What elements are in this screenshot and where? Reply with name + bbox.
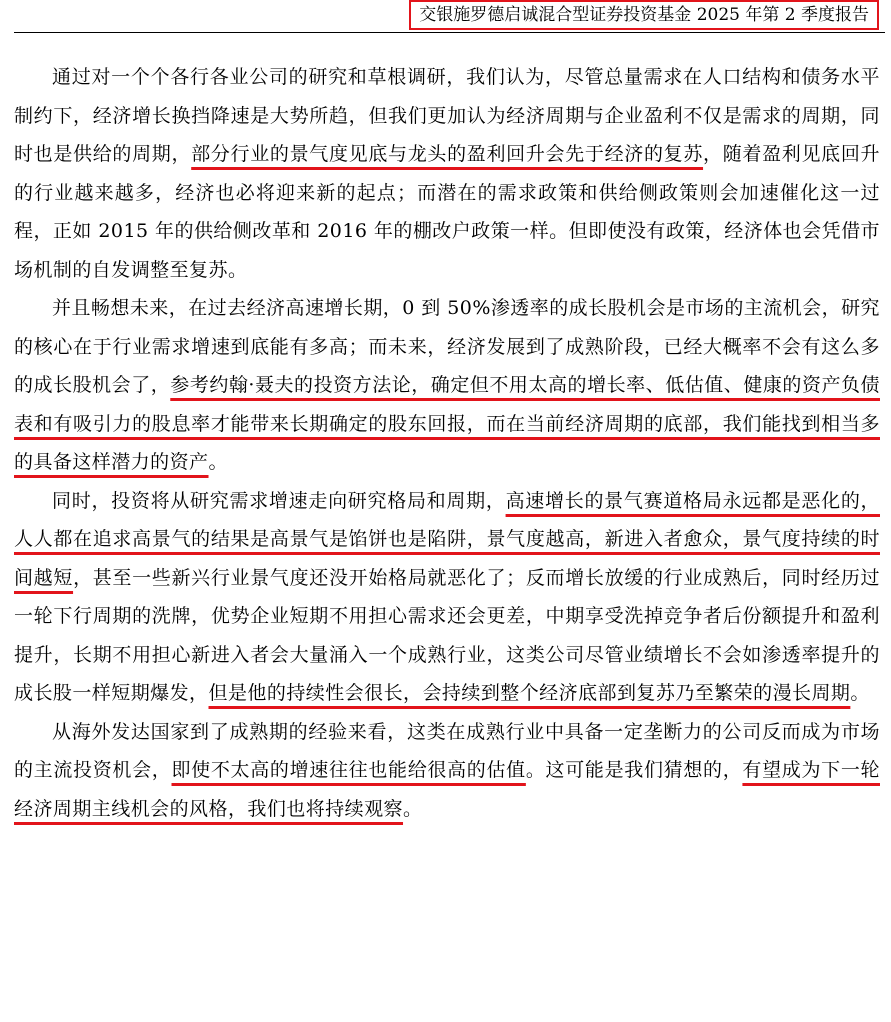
text-span: 同时，投资将从研究需求增速走向研究格局和周期， xyxy=(52,489,506,512)
highlighted-text: 高速增长的景气赛道格局永远都是恶化的，人人都在追求高景气的结果是高景气是馅饼也是陷阱，景气度越高，新进入者愈众，景气度持续的时间越短 xyxy=(14,489,880,589)
text-span: 通过对一个个各行各业公司的研究和草根调研，我们认为，尽管总量需求在人口结构和债务水平制约下，经济增长换挡降速是大势所趋，但我们更加认为经济周期与企业盈利不仅是需求的周期，同时也是供给的周期， xyxy=(14,66,880,165)
text-span: 。 xyxy=(403,797,423,820)
highlighted-text: 但是他的持续性会很长，会持续到整个经济底部到复苏乃至繁荣的漫长周期 xyxy=(208,682,851,704)
report-body xyxy=(14,58,880,828)
paragraph-2 xyxy=(14,289,880,482)
text-span: 。 xyxy=(850,682,870,704)
report-header: 交银施罗德启诚混合型证券投资基金 2025 年第 2 季度报告 xyxy=(409,0,879,30)
paragraph-3 xyxy=(14,482,880,713)
header-divider xyxy=(14,32,885,33)
paragraph-1 xyxy=(14,58,880,289)
highlighted-text: 即使不太高的增速往往也能给很高的估值 xyxy=(171,759,526,781)
paragraph-4 xyxy=(14,713,880,829)
text-span: 并且畅想未来，在过去经济高速增长期，0 到 50%渗透率的成长股机会是市场的主流机会，研究的核心在于行业需求增速到底能有多高；而未来，经济发展到了成熟阶段，已经大概率不会有这么多的成长股机会了， xyxy=(14,297,880,396)
text-span: ，随着盈利见底回升的行业越来越多，经济也必将迎来新的起点；而潜在的需求政策和供给侧政策则会加速催化这一过程，正如 2015 年的供给侧改革和 2016 年的棚改户政策一样。但即使没有政策，经济体也会凭借市场机制的自发调整至复苏。 xyxy=(14,143,880,281)
text-span: ，甚至一些新兴行业景气度还没开始格局就恶化了；反而增长放缓的行业成熟后，同时经历过一轮下行周期的洗牌，优势企业短期不用担心需求还会更差，中期享受洗掉竞争者后份额提升和盈利提升，长期不用担心新进入者会大量涌入一个成熟行业，这类公司尽管业绩增长不会如渗透率提升的成长股一样短期爆发， xyxy=(14,566,880,704)
text-span: 。 xyxy=(208,451,228,473)
highlighted-text: 有望成为下一轮经济周期主线机会的风格，我们也将持续观察 xyxy=(14,759,880,820)
highlighted-text: 参考约翰·聂夫的投资方法论，确定但不用太高的增长率、低估值、健康的资产负债表和有吸引力的股息率才能带来长期确定的股东回报，而在当前经济周期的底部，我们能找到相当多的具备这样潜力的资产 xyxy=(14,374,880,473)
text-span: 。这可能是我们猜想的， xyxy=(525,759,743,781)
highlighted-text: 部分行业的景气度见底与龙头的盈利回升会先于经济的复苏 xyxy=(191,143,704,165)
text-span: 从海外发达国家到了成熟期的经验来看，这类在成熟行业中具备一定垄断力的公司反而成为市场的主流投资机会， xyxy=(14,720,880,781)
